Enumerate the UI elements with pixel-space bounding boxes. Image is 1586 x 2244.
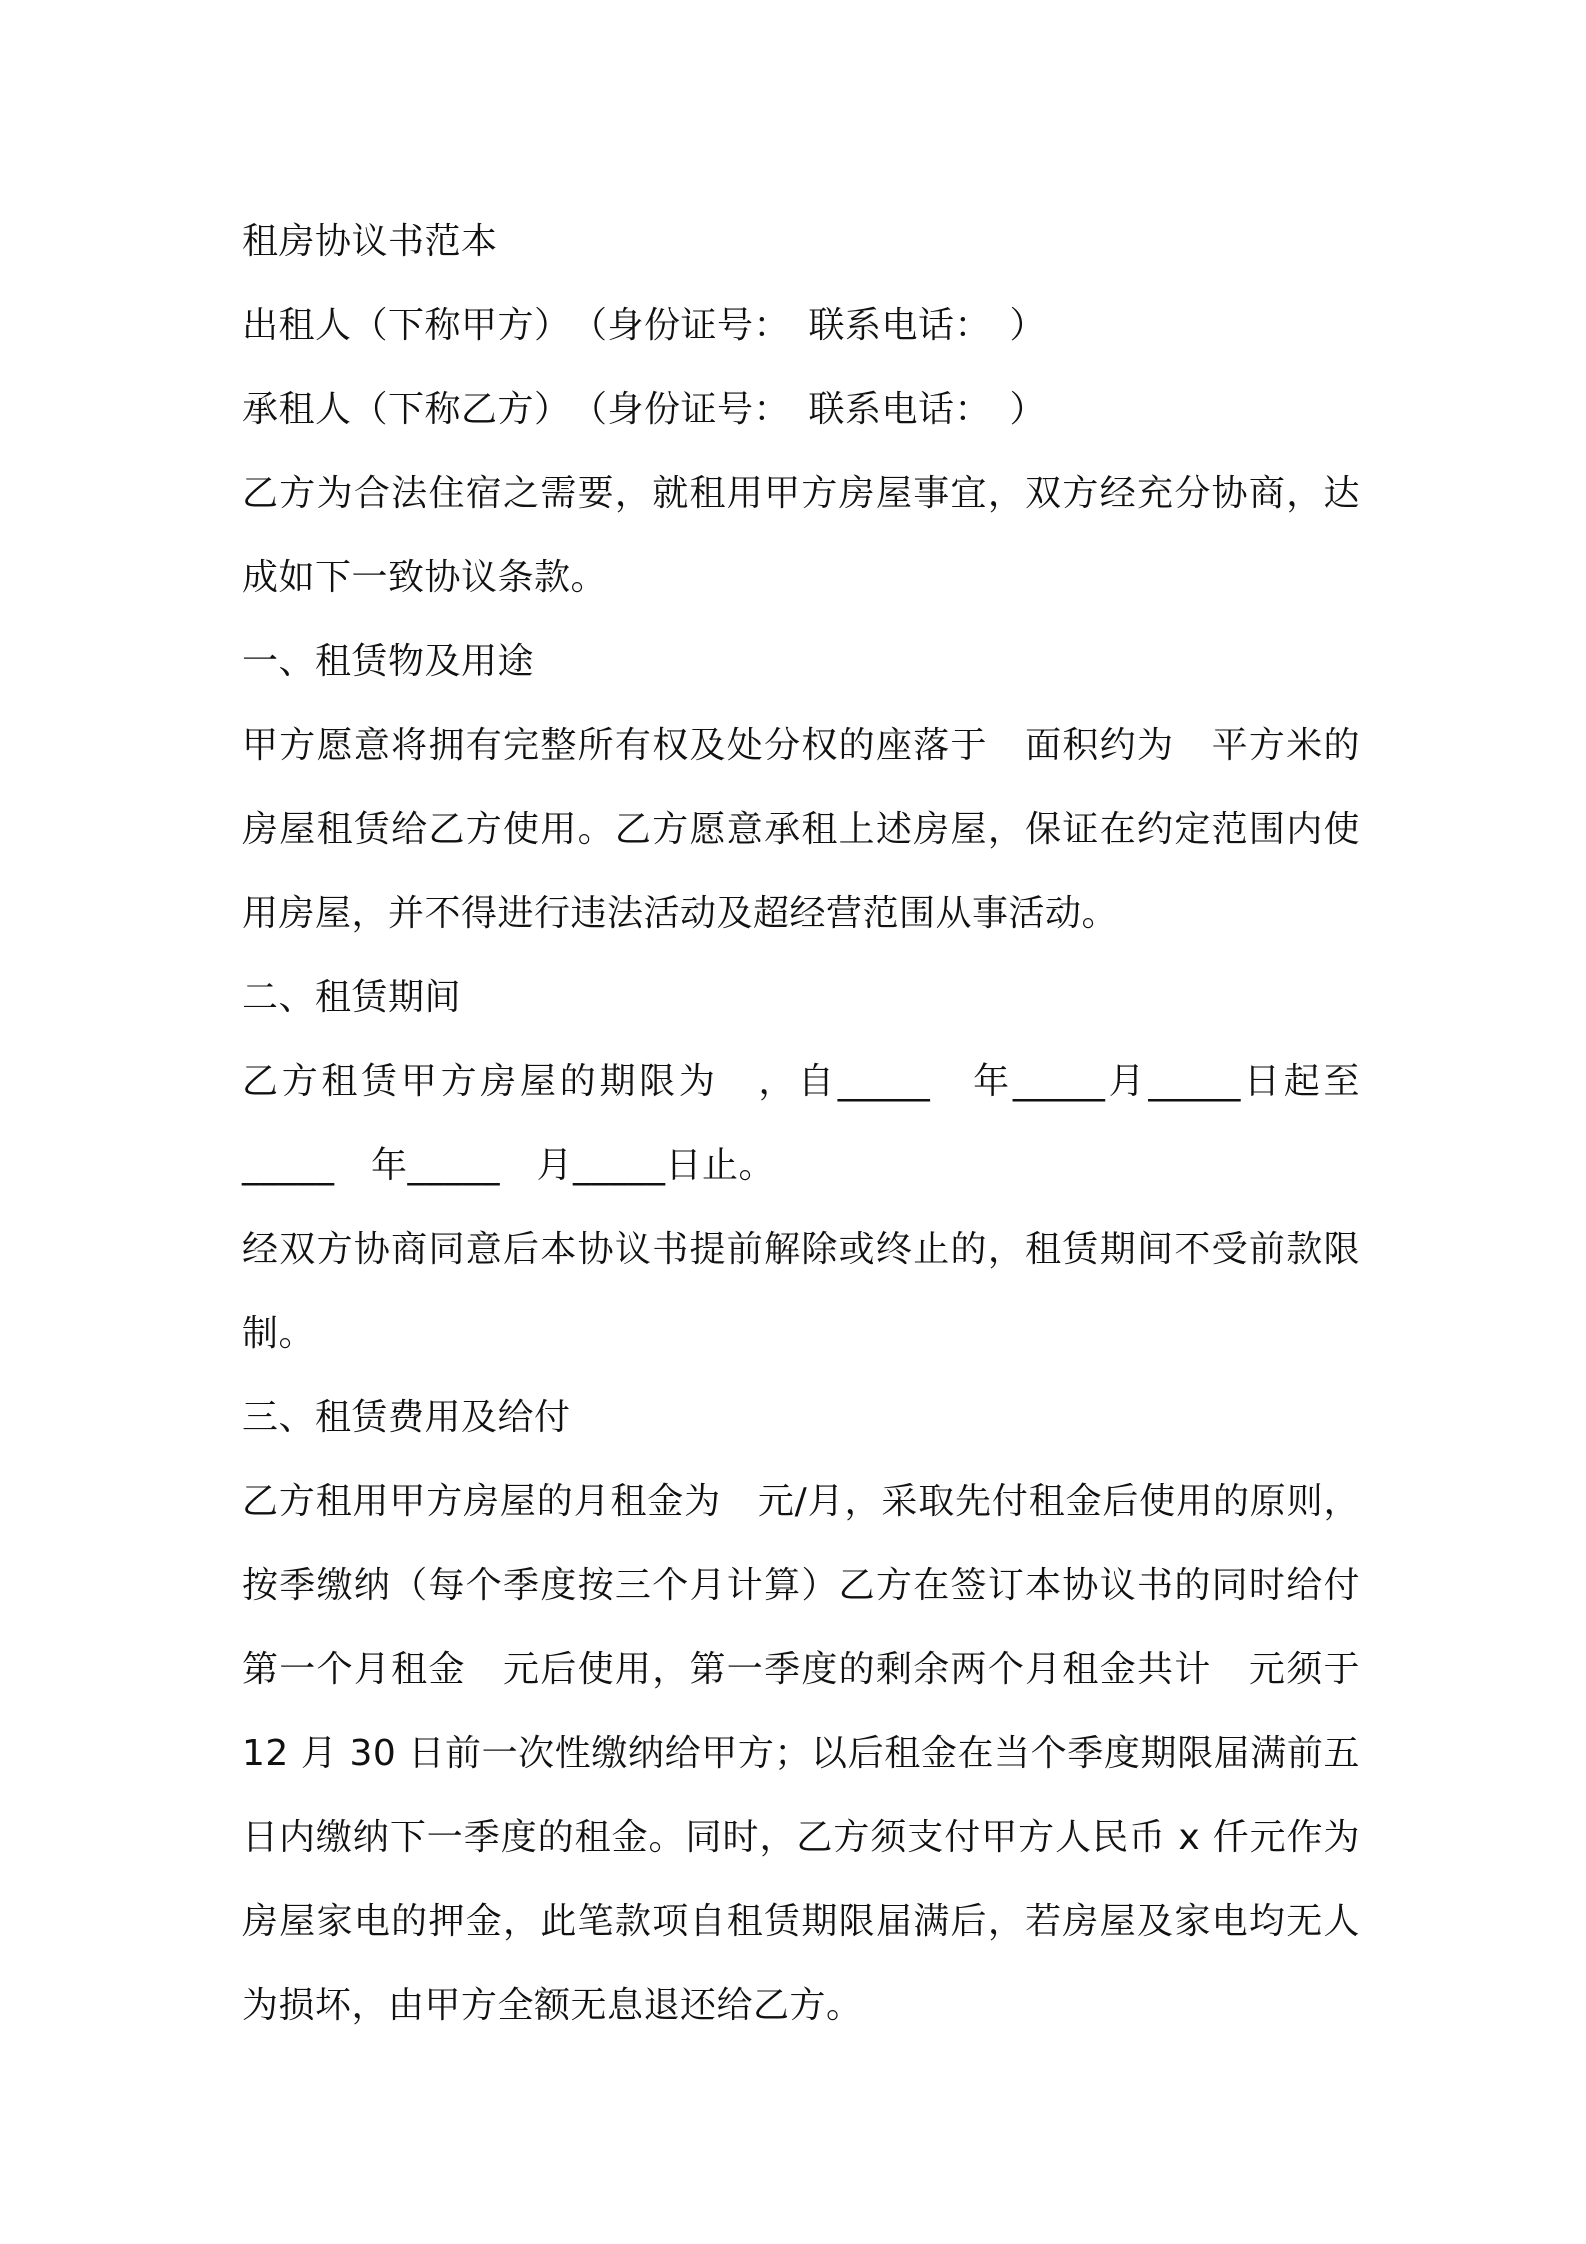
intro-paragraph-line: 成如下一致协议条款。 <box>242 557 608 598</box>
intro-paragraph-line: 乙方为合法住宿之需要，就租用甲方房屋事宜，双方经充分协商，达 <box>242 473 1360 514</box>
paragraph-line: 日内缴纳下一季度的租金。同时，乙方须支付甲方人民币 x 仟元作为 <box>242 1817 1360 1858</box>
document-title: 租房协议书范本 <box>242 221 498 262</box>
paragraph-line: 为损坏，由甲方全额无息退还给乙方。 <box>242 1985 863 2026</box>
paragraph-line: 制。 <box>242 1313 316 1354</box>
section-heading: 一、租赁物及用途 <box>242 641 535 682</box>
paragraph-line: 用房屋，并不得进行违法活动及超经营范围从事活动。 <box>242 893 1119 934</box>
paragraph-line: 甲方愿意将拥有完整所有权及处分权的座落于 面积约为 平方米的 <box>242 725 1360 766</box>
paragraph-line: 乙方租赁甲方房屋的期限为 ，自_____ 年_____月_____日起至 <box>242 1061 1360 1102</box>
paragraph-line: 房屋家电的押金，此笔款项自租赁期限届满后，若房屋及家电均无人 <box>242 1901 1360 1942</box>
section-heading: 三、租赁费用及给付 <box>242 1397 571 1438</box>
paragraph-line: 按季缴纳（每个季度按三个月计算）乙方在签订本协议书的同时给付 <box>242 1565 1360 1606</box>
paragraph-line: _____ 年_____ 月_____日止。 <box>242 1145 776 1186</box>
section-heading: 二、租赁期间 <box>242 977 462 1018</box>
paragraph-line: 房屋租赁给乙方使用。乙方愿意承租上述房屋，保证在约定范围内使 <box>242 809 1360 850</box>
paragraph-line: 乙方租用甲方房屋的月租金为 元/月，采取先付租金后使用的原则， <box>242 1481 1360 1522</box>
paragraph-line: 第一个月租金 元后使用，第一季度的剩余两个月租金共计 元须于 <box>242 1649 1360 1690</box>
document-body <box>242 200 1360 2048</box>
paragraph-line: 12 月 30 日前一次性缴纳给甲方；以后租金在当个季度期限届满前五 <box>242 1733 1360 1774</box>
lessee-line: 承租人（下称乙方） （身份证号： 联系电话： ） <box>242 389 1047 430</box>
lessor-line: 出租人（下称甲方） （身份证号： 联系电话： ） <box>242 305 1047 346</box>
paragraph-line: 经双方协商同意后本协议书提前解除或终止的，租赁期间不受前款限 <box>242 1229 1360 1270</box>
